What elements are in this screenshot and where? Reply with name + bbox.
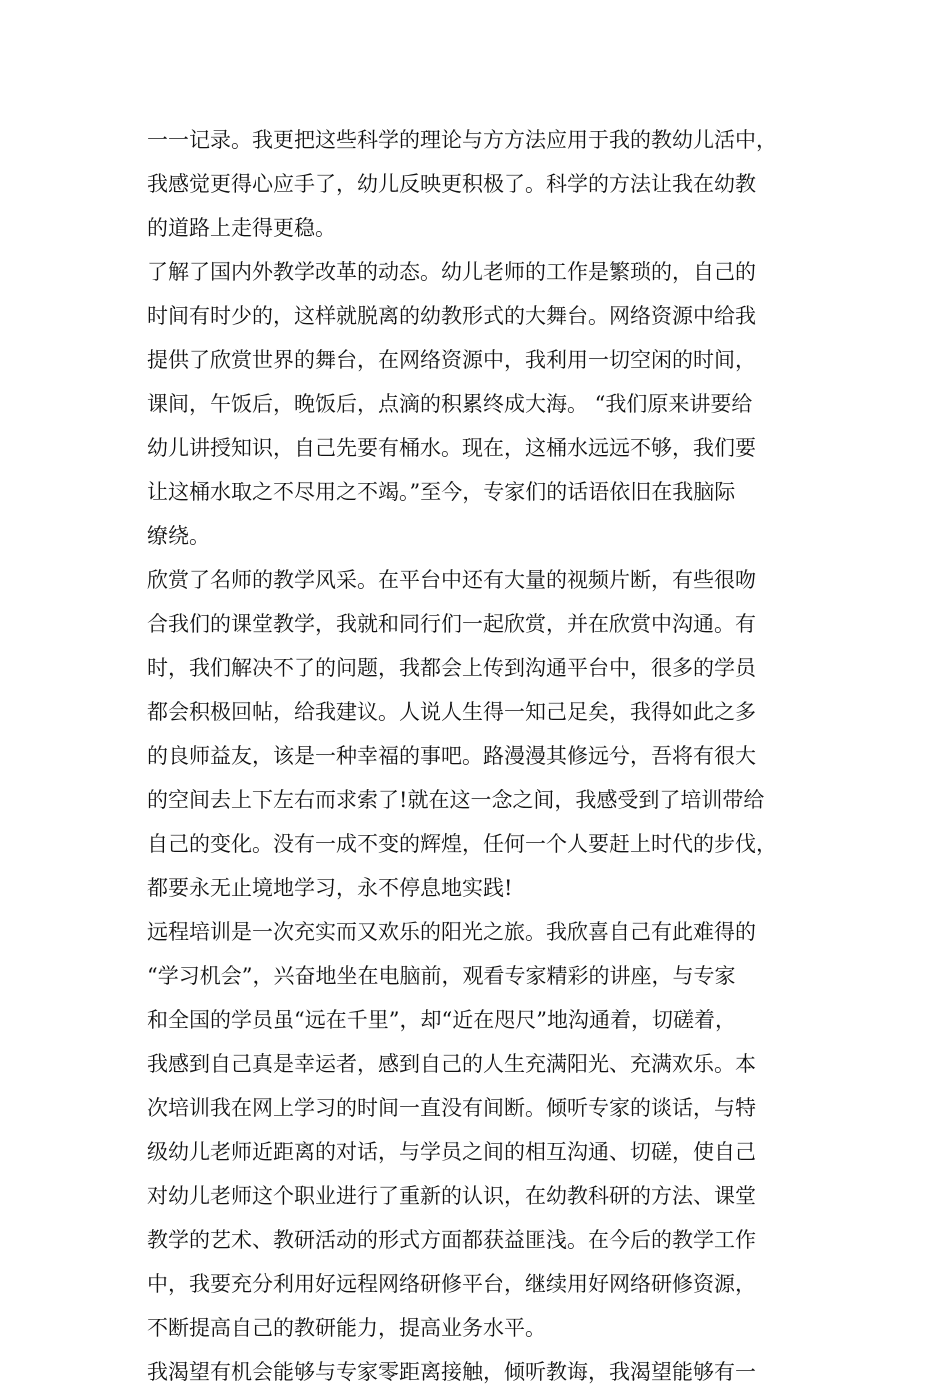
text-line: 级幼儿老师近距离的对话，与学员之间的相互沟通、切磋，使自己	[147, 1140, 756, 1164]
text-line: 自己的变化。没有一成不变的辉煌，任何一个人要赶上时代的步伐，	[147, 832, 777, 856]
text-line: 合我们的课堂教学，我就和同行们一起欣赏，并在欣赏中沟通。有	[147, 612, 756, 636]
text-line: 教学的艺术、教研活动的形式方面都获益匪浅。在今后的教学工作	[147, 1228, 756, 1252]
text-line: 课间，午饭后，晚饭后，点滴的积累终成大海。 “我们原来讲要给	[147, 392, 753, 416]
text-line: 时间有时少的，这样就脱离的幼教形式的大舞台。网络资源中给我	[147, 304, 756, 328]
text-line: 提供了欣赏世界的舞台，在网络资源中，我利用一切空闲的时间，	[147, 348, 756, 372]
text-line: 我感到自己真是幸运者，感到自己的人生充满阳光、充满欢乐。本	[147, 1052, 756, 1076]
text-line: “学习机会”，兴奋地坐在电脑前，观看专家精彩的讲座，与专家	[147, 964, 736, 988]
text-line: 我渴望有机会能够与专家零距离接触，倾听教诲，我渴望能够有一	[147, 1360, 756, 1384]
text-line: 欣赏了名师的教学风采。在平台中还有大量的视频片断，有些很吻	[147, 568, 756, 592]
text-line: 都会积极回帖，给我建议。人说人生得一知己足矣，我得如此之多	[147, 700, 756, 724]
text-line: 的良师益友，该是一种幸福的事吧。路漫漫其修远兮，吾将有很大	[147, 744, 756, 768]
text-line: 中，我要充分利用好远程网络研修平台，继续用好网络研修资源，	[147, 1272, 756, 1296]
text-line: 了解了国内外教学改革的动态。幼儿老师的工作是繁琐的，自己的	[147, 260, 756, 284]
text-line: 幼儿讲授知识，自己先要有桶水。现在，这桶水远远不够，我们要	[147, 436, 756, 460]
text-line: 的道路上走得更稳。	[147, 216, 336, 240]
text-line: 时，我们解决不了的问题，我都会上传到沟通平台中，很多的学员	[147, 656, 756, 680]
text-line: 的空间去上下左右而求索了!就在这一念之间，我感受到了培训带给	[147, 788, 765, 812]
text-line: 和全国的学员虽“远在千里”，却“近在咫尺”地沟通着，切磋着，	[147, 1008, 736, 1032]
text-line: 缭绕。	[147, 524, 210, 548]
text-line: 我感觉更得心应手了，幼儿反映更积极了。科学的方法让我在幼教	[147, 172, 756, 196]
document-body	[147, 118, 807, 1394]
text-line: 一一记录。我更把这些科学的理论与方方法应用于我的教幼儿活中，	[147, 128, 777, 152]
text-line: 远程培训是一次充实而又欢乐的阳光之旅。我欣喜自己有此难得的	[147, 920, 756, 944]
text-line: 次培训我在网上学习的时间一直没有间断。倾听专家的谈话，与特	[147, 1096, 756, 1120]
text-line: 不断提高自己的教研能力，提高业务水平。	[147, 1316, 546, 1340]
text-line: 对幼儿老师这个职业进行了重新的认识，在幼教科研的方法、课堂	[147, 1184, 756, 1208]
text-line: 都要永无止境地学习，永不停息地实践!	[147, 876, 513, 900]
text-line: 让这桶水取之不尽用之不竭。”至今，专家们的话语依旧在我脑际	[147, 480, 736, 504]
